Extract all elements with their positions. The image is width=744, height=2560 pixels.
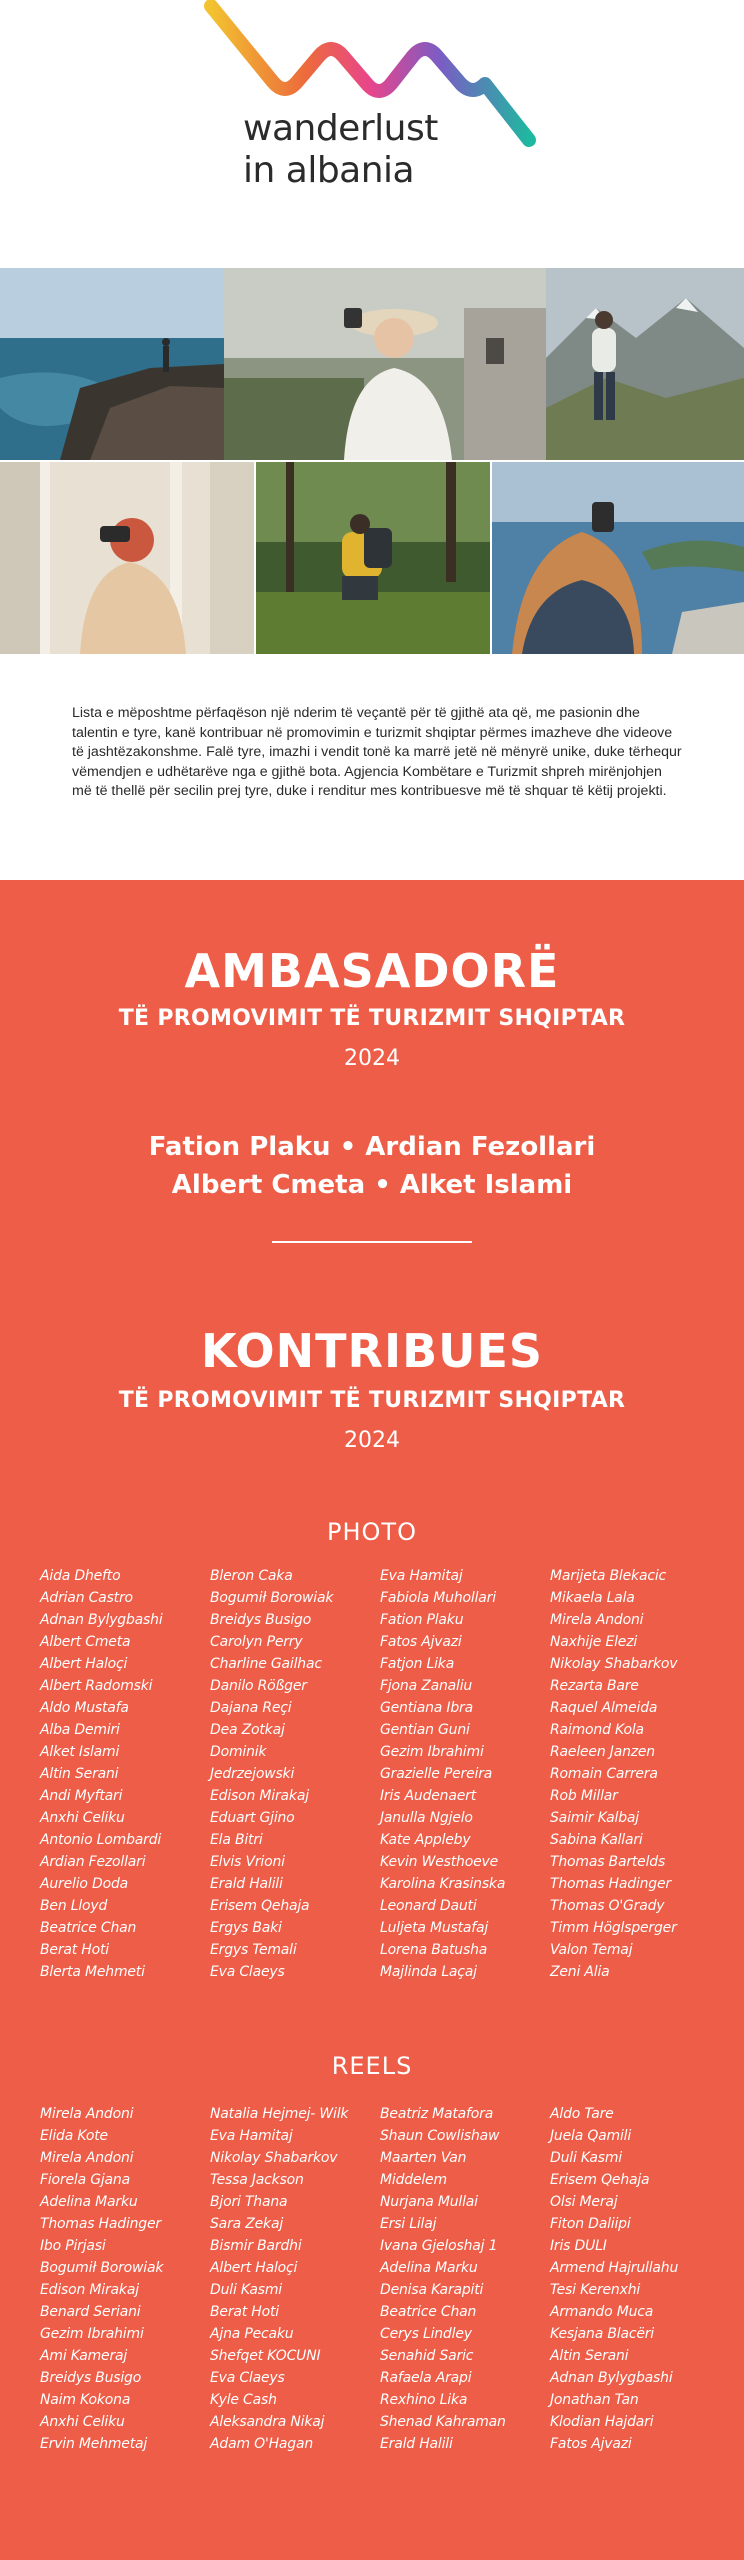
contributor-name: Jedrzejowski	[210, 1766, 295, 1782]
contributor-name: Armando Muca	[550, 2304, 654, 2320]
contributor-name: Mirela Andoni	[40, 2106, 134, 2122]
ambassadors-line-1: Fation Plaku • Ardian Fezollari	[148, 1132, 596, 1162]
contributor-name: Tessa Jackson	[210, 2172, 304, 2188]
contributor-name: Aurelio Doda	[40, 1876, 129, 1892]
contributor-name: Cerys Lindley	[380, 2326, 472, 2342]
contributor-name: Ajna Pecaku	[210, 2326, 294, 2342]
contributor-name: Fiton Daliipi	[550, 2216, 631, 2232]
contributor-name: Dajana Reçi	[210, 1700, 292, 1716]
photo-collage	[0, 268, 744, 654]
photo-section-title: PHOTO	[327, 1518, 417, 1546]
photo-forest-hiker	[256, 462, 490, 654]
contributor-name: Aldo Mustafa	[40, 1700, 129, 1716]
contributor-name: Nurjana Mullai	[380, 2194, 478, 2210]
contributor-name: Timm Höglsperger	[550, 1920, 677, 1936]
contributor-name: Albert Cmeta	[40, 1634, 131, 1650]
photo-column-1	[40, 1565, 210, 1983]
photo-mountain-hiker	[546, 268, 744, 460]
photo-column-3	[380, 1565, 550, 1983]
photo-column-4	[550, 1565, 720, 1983]
contributor-name: Dea Zotkaj	[210, 1722, 285, 1738]
section-divider	[272, 1241, 472, 1243]
contributor-name: Ersi Lilaj	[380, 2216, 437, 2232]
contributor-name: Bleron Caka	[210, 1568, 293, 1584]
contributor-name: Erald Halili	[380, 2436, 453, 2452]
contributor-name: Beatrice Chan	[380, 2304, 477, 2320]
contributor-name: Raimond Kola	[550, 1722, 644, 1738]
contributor-name: Saimir Kalbaj	[550, 1810, 639, 1826]
ambassadors-title: AMBASADORË	[184, 944, 560, 998]
contributor-name: Elida Kote	[40, 2128, 108, 2144]
contributor-name: Erisem Qehaja	[550, 2172, 650, 2188]
contributor-name: Kyle Cash	[210, 2392, 277, 2408]
contributor-name: Edison Mirakaj	[210, 1788, 309, 1804]
contributor-name: Aleksandra Nikaj	[210, 2414, 325, 2430]
contributor-name: Juela Qamili	[550, 2128, 632, 2144]
contributor-name: Adnan Bylygbashi	[40, 1612, 163, 1628]
contributor-name: Adelina Marku	[40, 2194, 138, 2210]
contributor-name: Nikolay Shabarkov	[210, 2150, 338, 2166]
contributor-name: Rexhino Lika	[380, 2392, 468, 2408]
contributor-name: Gentian Guni	[380, 1722, 470, 1738]
contributor-name: Kevin Westhoeve	[380, 1854, 498, 1870]
contributor-name: Bjori Thana	[210, 2194, 288, 2210]
contributor-name: Fiorela Gjana	[40, 2172, 130, 2188]
reels-contributors-list	[40, 2103, 720, 2455]
contributor-name: Iris DULI	[550, 2238, 607, 2254]
contributor-name: Aldo Tare	[550, 2106, 614, 2122]
contributor-name: Iris Audenaert	[380, 1788, 476, 1804]
contributor-name: Ivana Gjeloshaj 1	[380, 2238, 498, 2254]
contributor-name: Albert Radomski	[40, 1678, 153, 1694]
contributor-name: Shefqet KOCUNI	[210, 2348, 321, 2364]
contributor-name: Ami Kameraj	[40, 2348, 128, 2364]
contributor-name: Mirela Andoni	[40, 2150, 134, 2166]
contributor-name: Maarten Van	[380, 2150, 467, 2166]
logo-wordmark	[243, 108, 543, 192]
contributor-name: Grazielle Pereira	[380, 1766, 493, 1782]
contributor-name: Rafaela Arapi	[380, 2370, 472, 2386]
contributor-name: Shenad Kahraman	[380, 2414, 506, 2430]
contributor-name: Adelina Marku	[380, 2260, 478, 2276]
contributor-name: Klodian Hajdari	[550, 2414, 654, 2430]
contributor-name: Nikolay Shabarkov	[550, 1656, 678, 1672]
contributor-name: Berat Hoti	[210, 2304, 279, 2320]
contributor-name: Ervin Mehmetaj	[40, 2436, 148, 2452]
contributor-name: Breidys Busigo	[40, 2370, 142, 2386]
contributor-name: Raquel Almeida	[550, 1700, 658, 1716]
contributor-name: Alket Islami	[40, 1744, 120, 1760]
contributors-subtitle: TË PROMOVIMIT TË TURIZMIT SHQIPTAR	[118, 1388, 626, 1413]
photo-woman-camera-hat	[224, 268, 546, 460]
contributor-name: Bismir Bardhi	[210, 2238, 302, 2254]
contributor-name: Natalia Hejmej- Wilk	[210, 2106, 349, 2122]
contributor-name: Zeni Alia	[550, 1964, 610, 1980]
contributor-name: Erald Halili	[210, 1876, 283, 1892]
contributor-name: Leonard Dauti	[380, 1898, 477, 1914]
contributor-name: Blerta Mehmeti	[40, 1964, 145, 1980]
contributor-name: Bogumił Borowiak	[210, 1590, 334, 1606]
contributor-name: Majlinda Laçaj	[380, 1964, 477, 1980]
contributor-name: Albert Haloçi	[40, 1656, 128, 1672]
photo-woman-sea-view	[492, 462, 744, 654]
contributor-name: Gezim Ibrahimi	[380, 1744, 484, 1760]
contributor-name: Jonathan Tan	[550, 2392, 639, 2408]
logo-line-2: in albania	[243, 150, 415, 191]
contributor-name: Adam O'Hagan	[210, 2436, 314, 2452]
contributor-name: Fatjon Lika	[380, 1656, 455, 1672]
contributor-name: Beatrice Chan	[40, 1920, 137, 1936]
ambassadors-subtitle: TË PROMOVIMIT TË TURIZMIT SHQIPTAR	[118, 1006, 626, 1031]
header	[0, 0, 744, 268]
contributor-name: Mirela Andoni	[550, 1612, 644, 1628]
photo-coast-cliffs	[0, 268, 224, 460]
ambassadors-names	[0, 1128, 744, 1204]
contributor-name: Fjona Zanaliu	[380, 1678, 473, 1694]
contributor-name: Alba Demiri	[40, 1722, 120, 1738]
contributor-name: Olsi Meraj	[550, 2194, 618, 2210]
contributor-name: Altin Serani	[550, 2348, 629, 2364]
intro-text: Lista e mëposhtme përfaqëson një nderim të veçantë për të gjithë ata që, me pasionin dhe talentin e tyre, kanë kontribuar në promovimin e turizmit shqiptar përmes imazheve dhe videove të jashtëzakonshme. Falë tyre, imazhi i vendit tonë ka marrë jetë në mënyrë unike, duke tërhequr vëmendjen e udhëtarëve nga e gjithë bota. Agjencia Kombëtare e Turizmit shpreh mirënjohjen më të thellë për secilin prej tyre, duke i renditur mes kontribuesve më të shquar të këtij projekti.	[72, 705, 682, 800]
contributor-name: Armend Hajrullahu	[550, 2260, 679, 2276]
contributor-name: Aida Dhefto	[40, 1568, 121, 1584]
contributor-name: Sabina Kallari	[550, 1832, 643, 1848]
photo-woman-binoculars	[0, 462, 254, 654]
contributor-name: Tesi Kerenxhi	[550, 2282, 641, 2298]
contributor-name: Senahid Saric	[380, 2348, 474, 2364]
contributor-name: Rezarta Bare	[550, 1678, 639, 1694]
logo-line-1: wanderlust	[243, 108, 438, 149]
contributor-name: Erisem Qehaja	[210, 1898, 310, 1914]
reels-column-4	[550, 2103, 720, 2455]
reels-section-title: REELS	[331, 2052, 413, 2080]
contributor-name: Berat Hoti	[40, 1942, 109, 1958]
contributor-name: Eduart Gjino	[210, 1810, 295, 1826]
photo-column-2	[210, 1565, 380, 1983]
reels-column-1	[40, 2103, 210, 2455]
contributor-name: Eva Claeys	[210, 1964, 285, 1980]
contributor-name: Fatos Ajvazi	[550, 2436, 632, 2452]
contributor-name: Thomas O'Grady	[550, 1898, 665, 1914]
contributor-name: Eva Hamitaj	[380, 1568, 463, 1584]
contributor-name: Luljeta Mustafaj	[380, 1920, 489, 1936]
contributor-name: Naim Kokona	[40, 2392, 131, 2408]
contributor-name: Ela Bitri	[210, 1832, 263, 1848]
contributor-name: Janulla Ngjelo	[380, 1810, 473, 1826]
contributor-name: Fation Plaku	[380, 1612, 464, 1628]
contributor-name: Eva Claeys	[210, 2370, 285, 2386]
contributor-name: Ibo Pirjasi	[40, 2238, 106, 2254]
contributor-name: Denisa Karapiti	[380, 2282, 484, 2298]
contributor-name: Kate Appleby	[380, 1832, 471, 1848]
contributor-name: Karolina Krasinska	[380, 1876, 506, 1892]
photo-contributors-list	[40, 1565, 720, 1983]
contributor-name: Fabiola Muhollari	[380, 1590, 496, 1606]
contributor-name: Ben Lloyd	[40, 1898, 108, 1914]
contributor-name: Andi Myftari	[40, 1788, 123, 1804]
contributor-name: Romain Carrera	[550, 1766, 658, 1782]
contributor-name: Naxhije Elezi	[550, 1634, 638, 1650]
contributor-name: Mikaela Lala	[550, 1590, 635, 1606]
contributor-name: Edison Mirakaj	[40, 2282, 139, 2298]
contributor-name: Antonio Lombardi	[40, 1832, 162, 1848]
contributor-name: Shaun Cowlishaw	[380, 2128, 500, 2144]
contributor-name: Kesjana Blacëri	[550, 2326, 654, 2342]
contributors-year: 2024	[344, 1428, 400, 1453]
contributor-name: Ergys Temali	[210, 1942, 297, 1958]
contributor-name: Gezim Ibrahimi	[40, 2326, 144, 2342]
ambassadors-line-2: Albert Cmeta • Alket Islami	[171, 1170, 573, 1200]
contributor-name: Anxhi Celiku	[40, 2414, 125, 2430]
reels-column-2	[210, 2103, 380, 2455]
contributor-name: Danilo Rößger	[210, 1678, 307, 1694]
contributor-name: Gentiana Ibra	[380, 1700, 473, 1716]
contributor-name: Adnan Bylygbashi	[550, 2370, 673, 2386]
contributor-name: Altin Serani	[40, 1766, 119, 1782]
contributor-name: Duli Kasmi	[210, 2282, 282, 2298]
contributor-name: Raeleen Janzen	[550, 1744, 655, 1760]
contributor-name: Ergys Baki	[210, 1920, 282, 1936]
contributor-name: Thomas Bartelds	[550, 1854, 666, 1870]
contributor-name: Ardian Fezollari	[40, 1854, 146, 1870]
contributor-name: Thomas Hadinger	[40, 2216, 161, 2232]
contributor-name: Rob Millar	[550, 1788, 618, 1804]
contributor-name: Bogumił Borowiak	[40, 2260, 164, 2276]
contributor-name: Marijeta Blekacic	[550, 1568, 667, 1584]
contributor-name: Albert Haloçi	[210, 2260, 298, 2276]
credits-section	[0, 880, 744, 2560]
contributor-name: Fatos Ajvazi	[380, 1634, 462, 1650]
contributor-name: Duli Kasmi	[550, 2150, 622, 2166]
contributor-name: Sara Zekaj	[210, 2216, 284, 2232]
contributor-name: Charline Gailhac	[210, 1656, 322, 1672]
contributor-name: Adrian Castro	[40, 1590, 133, 1606]
contributor-name: Thomas Hadinger	[550, 1876, 671, 1892]
contributors-title: KONTRIBUES	[200, 1324, 544, 1378]
ambassadors-year: 2024	[344, 1046, 400, 1071]
contributor-name: Anxhi Celiku	[40, 1810, 125, 1826]
intro-section	[0, 654, 744, 880]
reels-column-3	[380, 2103, 550, 2455]
contributor-name: Valon Temaj	[550, 1942, 633, 1958]
contributor-name: Benard Seriani	[40, 2304, 141, 2320]
contributor-name: Elvis Vrioni	[210, 1854, 285, 1870]
contributor-name: Dominik	[210, 1744, 267, 1760]
contributor-name: Carolyn Perry	[210, 1634, 303, 1650]
contributor-name: Lorena Batusha	[380, 1942, 488, 1958]
contributor-name: Middelem	[380, 2172, 447, 2188]
contributor-name: Eva Hamitaj	[210, 2128, 293, 2144]
contributor-name: Breidys Busigo	[210, 1612, 312, 1628]
contributor-name: Beatriz Matafora	[380, 2106, 494, 2122]
